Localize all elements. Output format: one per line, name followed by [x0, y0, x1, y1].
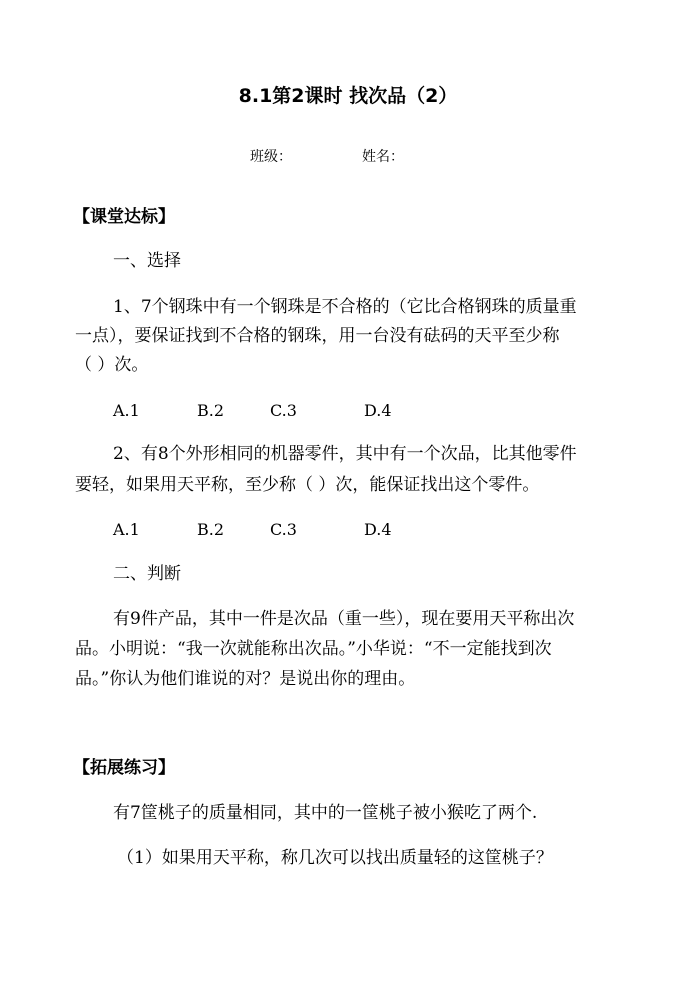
- question-1-line-2: 一点），要保证找到不合格的钢珠，用一台没有砝码的天平至少称: [75, 326, 560, 346]
- part-heading-judge: 二、判断: [113, 564, 181, 584]
- part-heading-choice: 一、选择: [113, 251, 181, 271]
- class-label: 班级：: [250, 149, 292, 165]
- question-2-line-2: 要轻，如果用天平称，至少称（ ）次，能保证找出这个零件。: [75, 475, 540, 495]
- question-2-option-b: B.2: [197, 520, 225, 539]
- question-2-option-d: D.4: [364, 520, 392, 539]
- page-title: 8.1第2课时 找次品（2）: [238, 85, 458, 107]
- judge-line-1: 有9件产品，其中一件是次品（重一些），现在要用天平称出次: [113, 609, 575, 629]
- section-heading-extension: 【拓展练习】: [73, 758, 175, 778]
- section-heading-classwork: 【课堂达标】: [73, 207, 175, 227]
- question-2-line-1: 2、有8个外形相同的机器零件，其中有一个次品，比其他零件: [113, 444, 577, 464]
- question-2-option-a: A.1: [113, 520, 140, 539]
- judge-line-3: 品。”你认为他们谁说的对？是说出你的理由。: [75, 669, 416, 689]
- question-1-option-b: B.2: [197, 401, 225, 420]
- judge-line-2: 品。小明说：“我一次就能称出次品。”小华说：“不一定能找到次: [75, 639, 552, 659]
- question-2-option-c: C.3: [270, 520, 297, 539]
- extension-question-1: （1）如果用天平称，称几次可以找出质量轻的这筐桃子？: [117, 848, 553, 868]
- question-1-option-a: A.1: [113, 401, 140, 420]
- name-label: 姓名：: [362, 149, 404, 165]
- extension-intro: 有7筐桃子的质量相同，其中的一筐桃子被小猴吃了两个.: [113, 803, 538, 823]
- question-1-line-3: （ ）次。: [75, 355, 149, 375]
- question-1-option-c: C.3: [270, 401, 297, 420]
- question-1-line-1: 1、7个钢珠中有一个钢珠是不合格的（它比合格钢珠的质量重: [113, 297, 577, 317]
- question-1-option-d: D.4: [364, 401, 392, 420]
